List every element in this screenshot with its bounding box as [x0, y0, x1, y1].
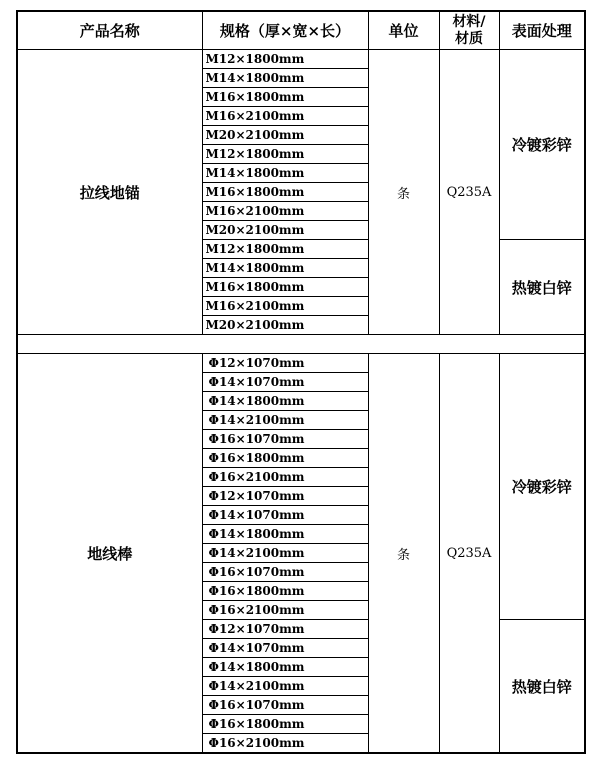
unit-cell: 条	[368, 354, 439, 754]
spec-cell: M12×1800mm	[202, 240, 368, 259]
spec-cell: Φ14×1800mm	[202, 392, 368, 411]
material-cell: Q235A	[439, 50, 499, 335]
spec-cell: Φ12×1070mm	[202, 620, 368, 639]
spec-cell: M16×2100mm	[202, 202, 368, 221]
spec-cell: Φ14×2100mm	[202, 544, 368, 563]
spec-cell: M16×2100mm	[202, 107, 368, 126]
header-product-name: 产品名称	[17, 11, 202, 50]
spec-cell: M16×2100mm	[202, 297, 368, 316]
spec-cell: M12×1800mm	[202, 50, 368, 69]
spec-cell: Φ16×2100mm	[202, 468, 368, 487]
material-cell: Q235A	[439, 354, 499, 754]
spec-cell: Φ14×1070mm	[202, 639, 368, 658]
header-spec: 规格（厚×宽×长）	[202, 11, 368, 50]
unit-cell: 条	[368, 50, 439, 335]
table-row	[17, 50, 585, 69]
table-row	[17, 354, 585, 373]
spec-cell: Φ16×1070mm	[202, 430, 368, 449]
spec-cell: Φ14×1070mm	[202, 506, 368, 525]
header-row	[17, 11, 585, 50]
header-finish: 表面处理	[499, 11, 585, 50]
spec-cell: M20×2100mm	[202, 221, 368, 240]
spec-cell: M12×1800mm	[202, 145, 368, 164]
spec-cell: M14×1800mm	[202, 164, 368, 183]
finish-cell: 冷镀彩锌	[499, 354, 585, 620]
spec-cell: M20×2100mm	[202, 316, 368, 335]
spec-cell: Φ16×1800mm	[202, 449, 368, 468]
spec-cell: M14×1800mm	[202, 259, 368, 278]
spec-cell: M16×1800mm	[202, 88, 368, 107]
spec-cell: Φ14×1070mm	[202, 373, 368, 392]
product-name-cell: 地线棒	[17, 354, 202, 754]
product-spec-table	[16, 10, 586, 754]
header-unit: 单位	[368, 11, 439, 50]
spec-table-wrapper	[16, 10, 586, 754]
finish-cell: 热镀白锌	[499, 240, 585, 335]
spec-cell: M14×1800mm	[202, 69, 368, 88]
spec-cell: M16×1800mm	[202, 278, 368, 297]
spec-cell: M16×1800mm	[202, 183, 368, 202]
product-name-cell: 拉线地锚	[17, 50, 202, 335]
spec-cell: Φ14×1800mm	[202, 658, 368, 677]
spec-cell: Φ14×1800mm	[202, 525, 368, 544]
spec-cell: Φ16×1070mm	[202, 696, 368, 715]
spec-cell: Φ12×1070mm	[202, 487, 368, 506]
spec-cell: Φ16×2100mm	[202, 601, 368, 620]
spec-cell: Φ14×2100mm	[202, 411, 368, 430]
spec-cell: M20×2100mm	[202, 126, 368, 145]
spec-cell: Φ14×2100mm	[202, 677, 368, 696]
header-material: 材料/ 材质	[439, 11, 499, 50]
section-separator	[17, 335, 585, 354]
spec-cell: Φ16×1800mm	[202, 582, 368, 601]
finish-cell: 热镀白锌	[499, 620, 585, 754]
spec-cell: Φ16×1800mm	[202, 715, 368, 734]
spec-cell: Φ16×2100mm	[202, 734, 368, 754]
spec-cell: Φ12×1070mm	[202, 354, 368, 373]
spec-cell: Φ16×1070mm	[202, 563, 368, 582]
finish-cell: 冷镀彩锌	[499, 50, 585, 240]
section-separator-row	[17, 335, 585, 354]
